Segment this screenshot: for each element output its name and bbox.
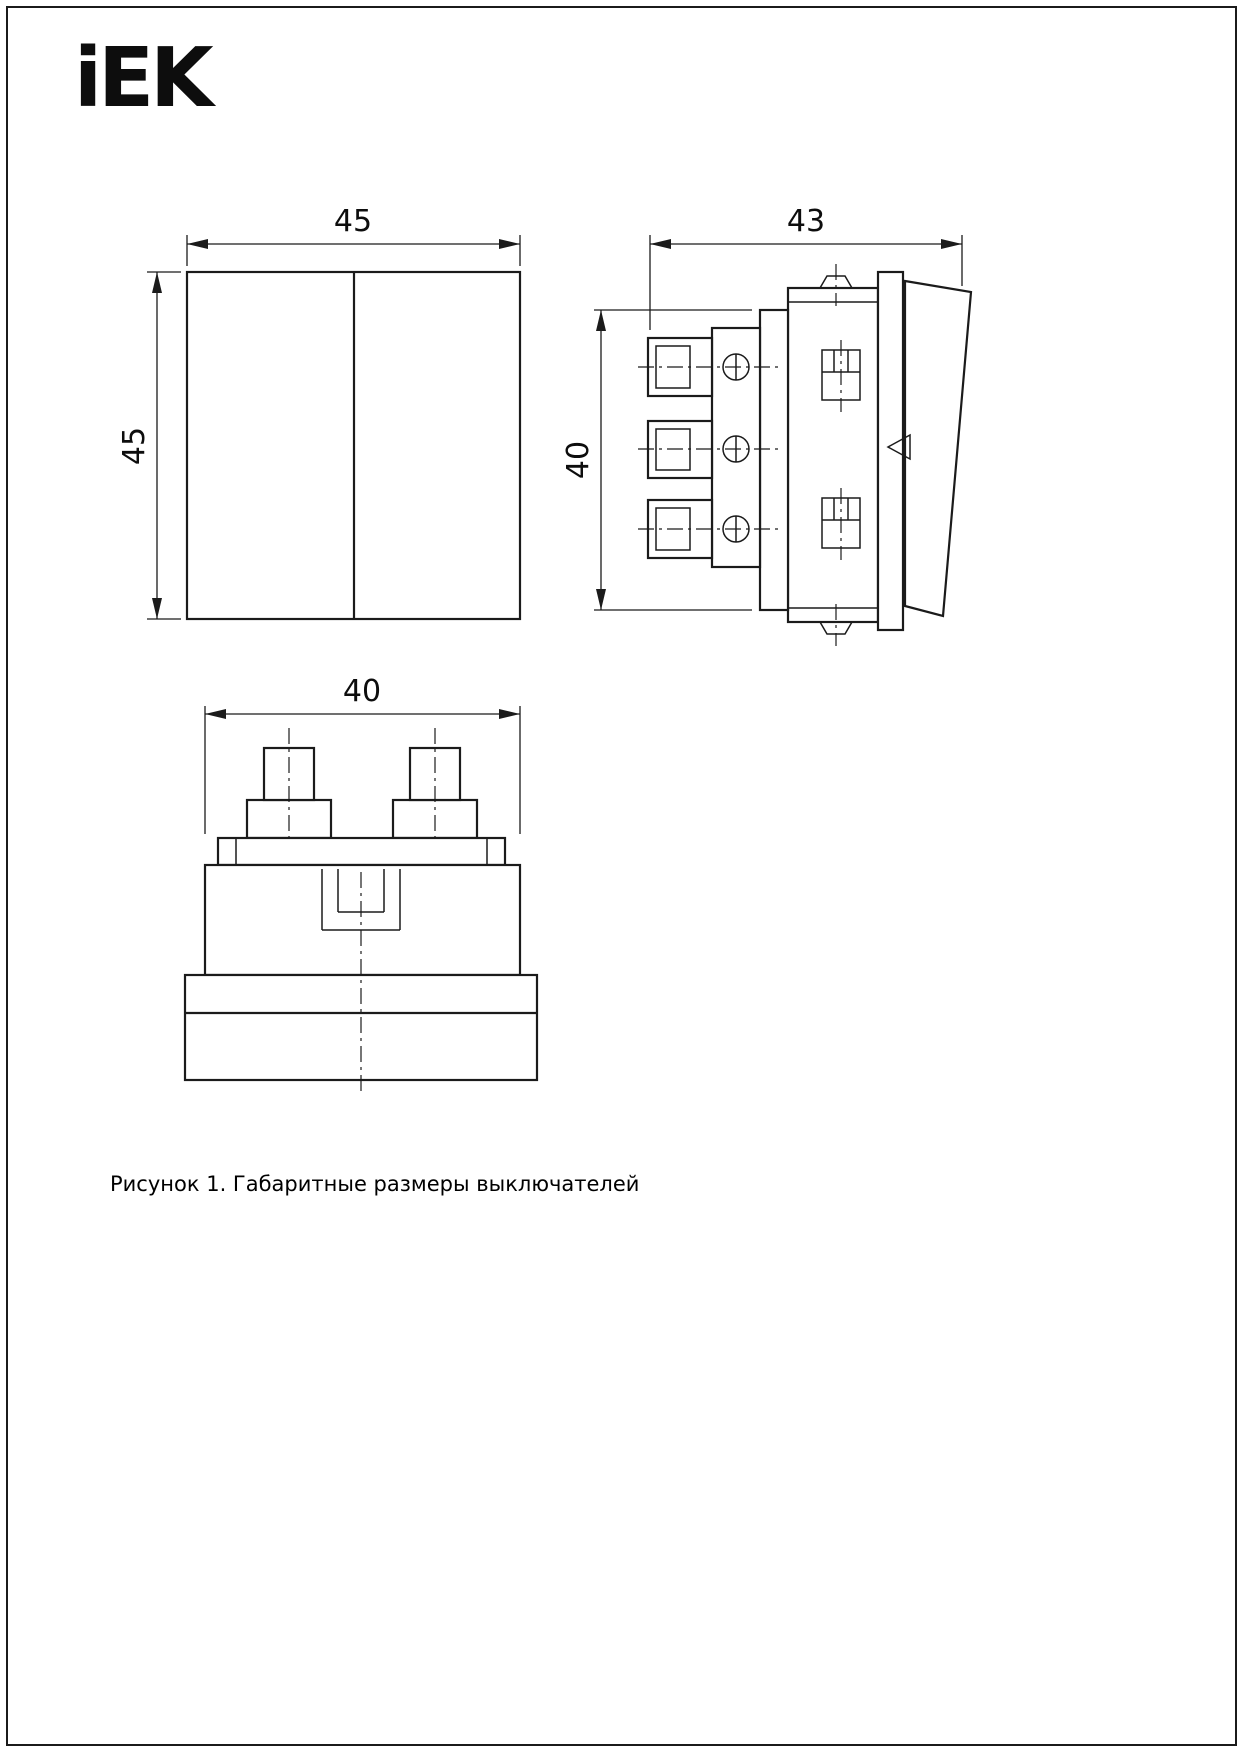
bottom-view bbox=[185, 674, 537, 1092]
front-view bbox=[117, 204, 520, 619]
dimension-arrow-icon bbox=[152, 272, 162, 293]
bottom-width-label: 40 bbox=[342, 674, 382, 709]
iek-logo: iEK bbox=[74, 31, 210, 126]
front-height-dimension bbox=[117, 272, 181, 619]
terminal-block bbox=[648, 328, 760, 567]
dimension-arrow-icon bbox=[499, 709, 520, 719]
dimension-arrow-icon bbox=[499, 239, 520, 249]
switch-front-outline bbox=[187, 272, 520, 619]
dimension-arrow-icon bbox=[596, 310, 606, 331]
dimension-arrow-icon bbox=[596, 589, 606, 610]
mounting-yoke bbox=[760, 310, 788, 610]
switch-body-bottom bbox=[205, 865, 520, 975]
dimension-arrow-icon bbox=[187, 239, 208, 249]
figure-caption: Рисунок 1. Габаритные размеры выключателей bbox=[110, 1172, 640, 1196]
dimension-arrow-icon bbox=[152, 598, 162, 619]
mounting-frame-edge bbox=[878, 272, 903, 630]
front-width-label: 45 bbox=[333, 204, 373, 239]
front-height-label: 45 bbox=[117, 426, 152, 466]
side-view bbox=[561, 204, 971, 646]
dimension-arrow-icon bbox=[205, 709, 226, 719]
side-width-label: 43 bbox=[786, 204, 826, 239]
dimension-arrow-icon bbox=[941, 239, 962, 249]
switch-mechanism-body bbox=[788, 264, 878, 646]
front-width-dimension bbox=[187, 204, 520, 266]
side-height-label: 40 bbox=[561, 440, 596, 480]
dimension-arrow-icon bbox=[650, 239, 671, 249]
mounting-strip bbox=[218, 838, 505, 865]
